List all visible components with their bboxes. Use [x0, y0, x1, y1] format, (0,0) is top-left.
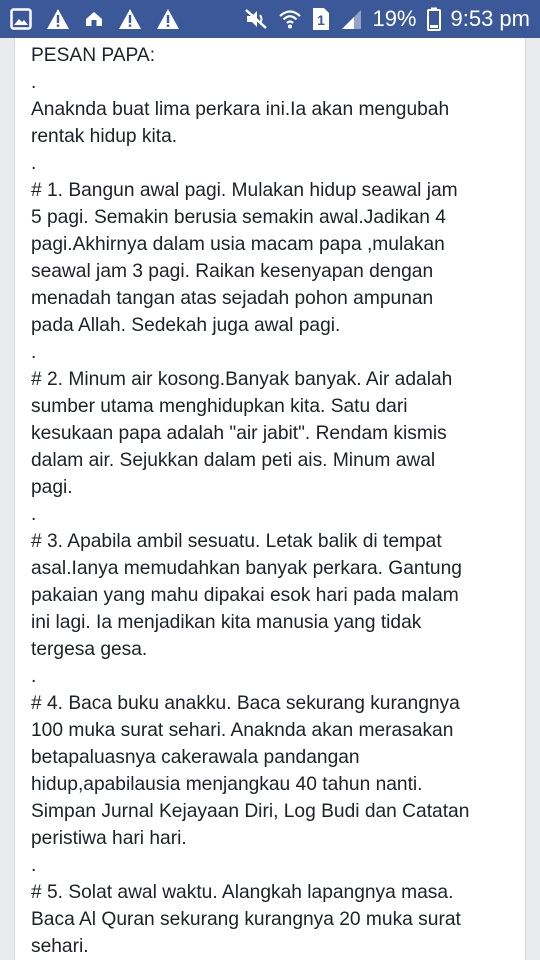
post-text-line: pagi.Akhirnya dalam usia macam papa ,mulakan [31, 234, 445, 255]
post-text-line: seawal jam 3 pagi. Raikan kesenyapan dengan [31, 261, 434, 282]
post-text-line: sumber utama menghidupkan kita. Satu dari [31, 396, 408, 417]
mute-icon [244, 7, 268, 31]
post-text-line: asal.Ianya memudahkan banyak perkara. Gantung [31, 558, 462, 579]
post-text-line: Baca Al Quran sekurang kurangnya 20 muka surat [31, 909, 461, 930]
post-text-line: # 2. Minum air kosong.Banyak banyak. Air adalah [31, 369, 453, 390]
wifi-icon [278, 7, 302, 31]
post-text-line: betapaluasnya cakerawala pandangan [31, 747, 360, 768]
post-text-line: 100 muka surat sehari. Anaknda akan merasakan [31, 720, 454, 741]
warning-icon [156, 7, 180, 31]
warning-icon [118, 7, 142, 31]
post-text-line: Simpan Jurnal Kejayaan Diri, Log Budi dan Catatan [31, 801, 470, 822]
signal-icon [340, 7, 362, 31]
post-text-line: hidup,apabilausia menjangkau 40 tahun nanti. [31, 774, 423, 795]
clock: 9:53 pm [450, 6, 530, 31]
status-bar-left [10, 7, 180, 31]
post-text-line: ini lagi. Ia menjadikan kita manusia yang tidak [31, 612, 422, 633]
post-body [31, 42, 517, 960]
post-text-line: . [31, 504, 37, 525]
post-text-line: . [31, 342, 37, 363]
post-text-line: . [31, 855, 37, 876]
post-text-line: tergesa gesa. [31, 639, 148, 660]
post-text-line: rentak hidup kita. [31, 126, 178, 147]
post-text-line: PESAN PAPA: [31, 45, 156, 66]
sim-slot-label: 1 [317, 12, 326, 28]
battery-icon [427, 7, 441, 31]
status-bar [0, 0, 540, 38]
post-text-line: kesukaan papa adalah "air jabit". Rendam kismis [31, 423, 447, 444]
warning-icon [46, 7, 70, 31]
post-card [14, 38, 526, 960]
post-text-line: . [31, 153, 37, 174]
post-text-line: pakaian yang mahu dipakai esok hari pada malam [31, 585, 459, 606]
post-text-line: # 5. Solat awal waktu. Alangkah lapangnya masa. [31, 882, 454, 903]
home-notification-icon [84, 7, 104, 31]
post-text-line: # 3. Apabila ambil sesuatu. Letak balik di tempat [31, 531, 442, 552]
sim-icon [312, 7, 330, 31]
post-text-line: . [31, 72, 37, 93]
post-text-line: peristiwa hari hari. [31, 828, 187, 849]
post-text-line: # 4. Baca buku anakku. Baca sekurang kurangnya [31, 693, 460, 714]
gallery-icon [10, 7, 32, 31]
post-text-line: sehari. [31, 936, 89, 957]
battery-percent: 19% [372, 6, 417, 31]
post-text-line: Anaknda buat lima perkara ini.Ia akan mengubah [31, 99, 450, 120]
post-text-line: menadah tangan atas sejadah pohon ampunan [31, 288, 434, 309]
post-text-line: pada Allah. Sedekah juga awal pagi. [31, 315, 341, 336]
post-text-line: dalam air. Sejukkan dalam peti ais. Minum awal [31, 450, 436, 471]
post-text-line: # 1. Bangun awal pagi. Mulakan hidup seawal jam [31, 180, 458, 201]
status-bar-right [244, 6, 530, 32]
post-text-line: 5 pagi. Semakin berusia semakin awal.Jadikan 4 [31, 207, 446, 228]
post-text-line: . [31, 666, 37, 687]
post-text-line: pagi. [31, 477, 73, 498]
